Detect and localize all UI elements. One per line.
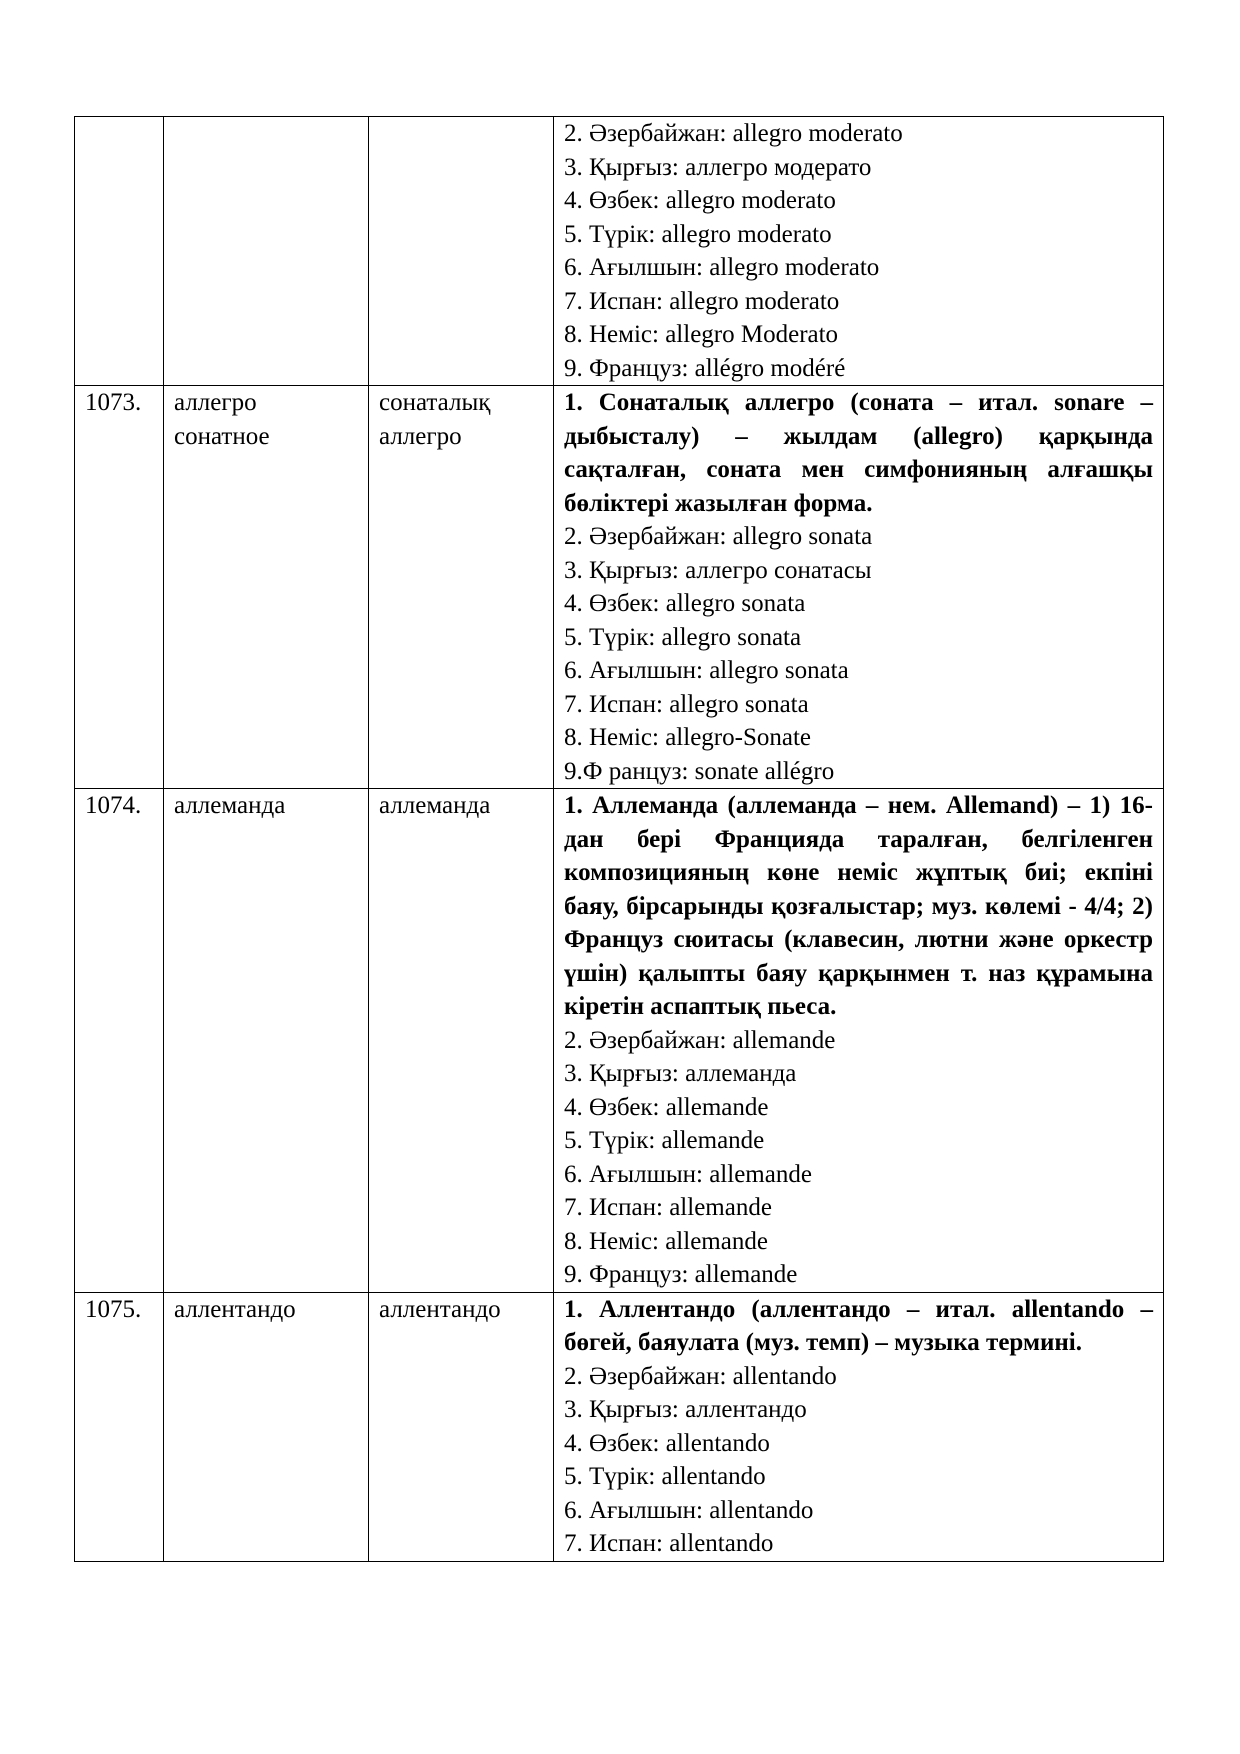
entry-definition-cell <box>554 1292 1164 1561</box>
entry-definition: 1. Аллеманда (аллеманда – нем. Allemand) – 1) 16-дан бері Францияда таралған, белгіленген композицияның көне неміс жұптық биі; екпіні баяу, бірсарынды қозғалыстар; муз. көлемі - 4/4; 2) Француз сюитасы (клавесин, лютни және оркестр үшін) қалыпты баяу қарқынмен т. наз құрамына кіретін аспаптық пьеса. <box>564 792 1153 1020</box>
entry-kazakh-term: сонаталық аллегро <box>369 386 554 789</box>
dictionary-body <box>75 117 1164 1562</box>
translation-line: 3. Қырғыз: аллегро модерато <box>564 153 872 181</box>
entry-kazakh-term: аллентандо <box>369 1292 554 1561</box>
translation-line: 6. Ағылшын: allegro sonata <box>564 657 849 684</box>
entry-russian-term <box>164 117 369 386</box>
translation-line: 5. Түрік: allentando <box>564 1463 766 1490</box>
entry-number <box>75 117 164 386</box>
entry-kazakh-term: аллеманда <box>369 789 554 1293</box>
translation-line: 2. Әзербайжан: allentando <box>564 1362 837 1390</box>
translation-line: 4. Өзбек: allentando <box>564 1429 770 1457</box>
translation-line: 9. Француз: allemande <box>564 1261 798 1288</box>
translation-line: 5. Түрік: allegro moderato <box>564 220 832 248</box>
translation-line: 8. Неміс: allegro-Sonate <box>564 724 811 751</box>
table-row <box>75 117 1164 386</box>
translation-line: 9. Француз: allégro modéré <box>564 354 846 382</box>
translation-line: 7. Испан: allegro moderato <box>564 287 840 315</box>
translation-line: 7. Испан: allegro sonata <box>564 690 809 718</box>
translation-line: 7. Испан: allentando <box>564 1530 774 1557</box>
translation-line: 2. Әзербайжан: allegro sonata <box>564 523 873 550</box>
translation-line: 8. Неміс: allegro Moderato <box>564 321 839 348</box>
entry-number: 1074. <box>75 789 164 1293</box>
entry-definition-cell <box>554 386 1164 789</box>
entry-definition: 1. Сонаталық аллегро (соната – итал. sonare – дыбысталу) – жылдам (allegro) қарқында сақталған, соната мен симфонияның алғашқы бөліктері жазылған форма. <box>564 389 1153 517</box>
table-row <box>75 789 1164 1293</box>
translation-line: 3. Қырғыз: аллентандо <box>564 1396 807 1423</box>
table-row <box>75 386 1164 789</box>
entry-number: 1073. <box>75 386 164 789</box>
entry-russian-term: аллеманда <box>164 789 369 1293</box>
translation-line: 8. Неміс: allemande <box>564 1227 768 1255</box>
translation-line: 4. Өзбек: allegro moderato <box>564 187 836 214</box>
translation-line: 5. Түрік: allemande <box>564 1127 765 1154</box>
entry-definition-cell <box>554 117 1164 386</box>
translation-line: 6. Ағылшын: allemande <box>564 1160 812 1188</box>
translation-line: 5. Түрік: allegro sonata <box>564 623 802 651</box>
entry-russian-term: аллегро сонатное <box>164 386 369 789</box>
translation-line: 2. Әзербайжан: allemande <box>564 1026 836 1054</box>
dictionary-table <box>74 116 1164 1562</box>
table-row <box>75 1292 1164 1561</box>
entry-kazakh-term <box>369 117 554 386</box>
translation-line: 2. Әзербайжан: allegro moderato <box>564 120 903 147</box>
entry-definition: 1. Аллентандо (аллентандо – итал. allentando – бөгей, баяулата (муз. темп) – музыка термині. <box>564 1295 1153 1356</box>
translation-line: 4. Өзбек: allegro sonata <box>564 590 806 617</box>
translation-line: 6. Ағылшын: allegro moderato <box>564 254 880 281</box>
entry-russian-term: аллентандо <box>164 1292 369 1561</box>
entry-number: 1075. <box>75 1292 164 1561</box>
translation-line: 3. Қырғыз: аллеманда <box>564 1060 797 1087</box>
translation-line: 6. Ағылшын: allentando <box>564 1496 814 1524</box>
entry-definition-cell <box>554 789 1164 1293</box>
translation-line: 7. Испан: allemande <box>564 1194 772 1221</box>
translation-line: 9.Ф ранцуз: sonate allégro <box>564 757 835 785</box>
translation-line: 3. Қырғыз: аллегро сонатасы <box>564 556 872 584</box>
translation-line: 4. Өзбек: allemande <box>564 1093 769 1121</box>
